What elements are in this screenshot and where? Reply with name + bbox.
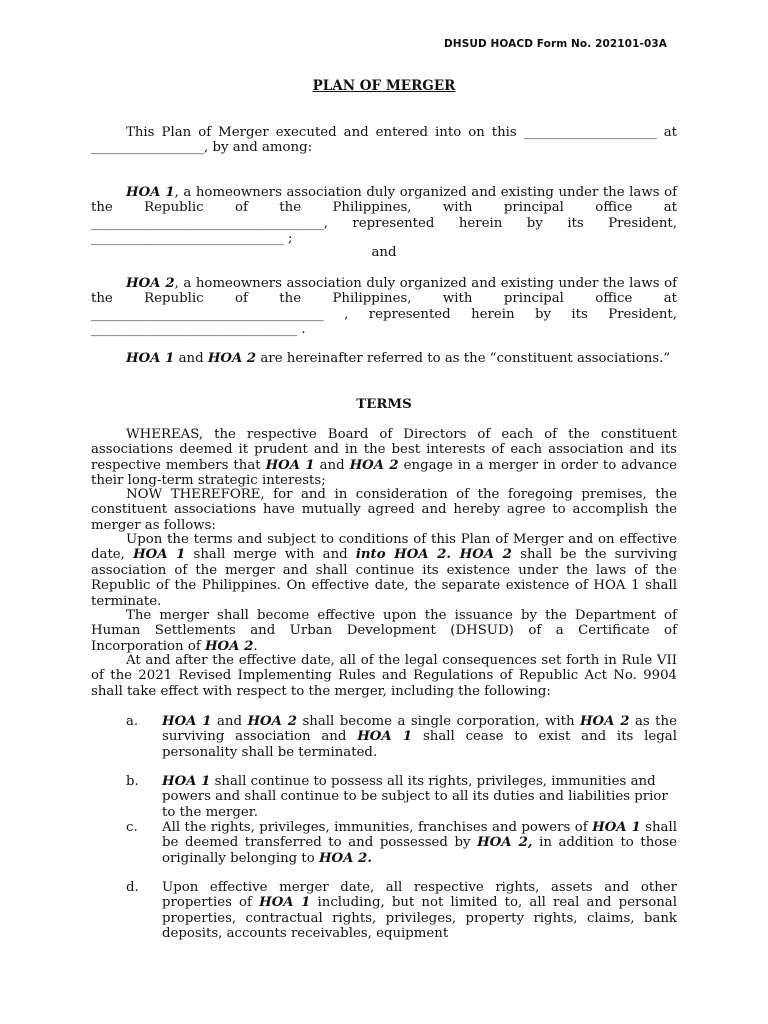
list-item-text [162, 880, 677, 942]
hoa2-name: HOA 2 [579, 714, 630, 729]
office-address-blank: ___________________________________ [91, 215, 324, 231]
hoa1-name: HOA 1 [592, 820, 641, 835]
hoa1-name: HOA 1 [162, 774, 211, 789]
item-text: All the rights, privileges, immunities, franchises and powers of [162, 820, 593, 835]
hoa1-name: HOA 1 [126, 351, 175, 366]
party2-text: , a homeowners association duly organized and existing under the laws of the Republic of the Philippines, with principal office at [91, 276, 677, 307]
consequences-paragraph: At and after the effective date, all of the legal consequences set forth in Rule VII of the 2021 Revised Implementing Rules and Regulations of Republic Act No. 9904 shall take effect with respect to the merger, including the following: [91, 653, 677, 699]
item-text: in addition to those originally belonging to [162, 835, 677, 866]
hoa2-name: HOA 2 [247, 714, 298, 729]
list-item-text [162, 820, 677, 866]
effective-text: The merger shall become effective upon the issuance by the Department of Human Settlements and Urban Development (DHSUD) of a Certificate of Incorporation of [91, 608, 677, 654]
hoa2-name: HOA 2 [126, 276, 175, 291]
intro-text: This Plan of Merger executed and entered into on this [126, 125, 524, 140]
party2-text: . [297, 322, 306, 338]
party2-text: , represented herein by its President, [323, 306, 677, 322]
item-text: and [211, 714, 248, 729]
terms-heading: TERMS [356, 397, 412, 412]
hoa1-name: HOA 1 [259, 895, 311, 911]
item-text: as the surviving association and [162, 714, 677, 745]
whereas-text: engage in a merger in order to advance their long-term strategic interests; [91, 457, 677, 489]
party1-text: , represented herein by its President, [323, 215, 677, 231]
referral-text: and [174, 351, 208, 366]
party1-paragraph [91, 185, 677, 247]
president-name-blank: _____________________________ [91, 231, 284, 247]
hoa1-name: HOA 1 [133, 547, 186, 563]
list-item-label: c. [126, 820, 138, 835]
party1-text: ; [283, 231, 293, 247]
hoa2-name: HOA 2 [204, 638, 254, 654]
item-text: shall cease to exist and its legal personality shall be terminated. [162, 729, 677, 760]
hoa2-name: HOA 2, [477, 835, 533, 851]
whereas-text: WHEREAS, the respective Board of Directors of each of the constituent associations deemed it prudent and in the best interests of each association and its respective members that [91, 427, 677, 473]
list-item-c [126, 820, 677, 866]
list-item-text [162, 774, 677, 820]
effective-paragraph [91, 608, 677, 654]
referral-paragraph [91, 351, 677, 366]
hoa1-name: HOA 1 [126, 185, 175, 200]
upon-terms-paragraph [91, 532, 677, 609]
intro-text: at [656, 125, 677, 140]
effective-text: . [253, 638, 258, 654]
place-blank: _________________ [91, 140, 205, 156]
party2-paragraph [91, 276, 677, 338]
hoa2-name: HOA 2 [349, 457, 399, 473]
list-item-b [126, 774, 677, 820]
upon-terms-text: Upon the terms and subject to conditions of this Plan of Merger and on effective date, [91, 532, 677, 563]
list-item-label: a. [126, 714, 139, 729]
party1-text: , a homeowners association duly organized and existing under the laws of the Republic of the Philippines, with principal office at [91, 185, 677, 216]
intro-paragraph [91, 125, 677, 156]
upon-terms-text: shall merge with and [185, 547, 356, 563]
whereas-text: and [314, 457, 350, 473]
upon-terms-text: shall be the surviving association of the merger and shall continue its existence under the laws of the Republic of the Philippines. On effective date, the separate existence of HOA 1 shall terminate. [91, 547, 677, 609]
hoa1-name: HOA 1 [162, 714, 212, 729]
list-item-a [126, 714, 677, 760]
now-therefore-paragraph: NOW THEREFORE, for and in consideration of the foregoing premises, the constituent associations have mutually agreed and hereby agree to accomplish the merger as follows: [91, 487, 677, 533]
office-address-blank: ___________________________________ [91, 306, 324, 322]
hoa2-name: HOA 2 [207, 351, 257, 366]
item-text: Upon effective merger date, all respective rights, assets and other properties of [162, 880, 677, 911]
list-item-label: b. [126, 774, 139, 789]
document-title: PLAN OF MERGER [312, 78, 456, 94]
form-number: DHSUD HOACD Form No. 202101-03A [443, 38, 667, 50]
list-item-text [162, 714, 677, 760]
list-item-label: d. [126, 880, 139, 895]
president-name-blank: _______________________________ [91, 322, 298, 338]
item-text: including, but not limited to, all real and personal properties, contractual rights, privileges, property rights, claims, bank deposits, accounts receivables, equipment [162, 895, 677, 942]
list-item-d [126, 880, 677, 942]
hoa1-name: HOA 1 [265, 457, 315, 473]
referral-text: are hereinafter referred to as the “constituent associations.” [256, 351, 671, 366]
item-text: shall become a single corporation, with [297, 714, 580, 729]
date-blank: ____________________ [523, 125, 657, 140]
item-text: shall continue to possess all its rights, privileges, immunities and powers and shall continue to be subject to all its duties and liabilities prior to the merger. [162, 774, 668, 820]
surviving-hoa-name: into HOA 2. HOA 2 [355, 547, 512, 563]
and-separator: and [371, 245, 397, 260]
whereas-paragraph [91, 427, 677, 489]
hoa2-name: HOA 2. [318, 850, 372, 866]
item-text: shall be deemed transferred to and possessed by [162, 820, 677, 851]
intro-text: , by and among: [204, 140, 313, 156]
hoa1-name: HOA 1 [357, 729, 413, 745]
